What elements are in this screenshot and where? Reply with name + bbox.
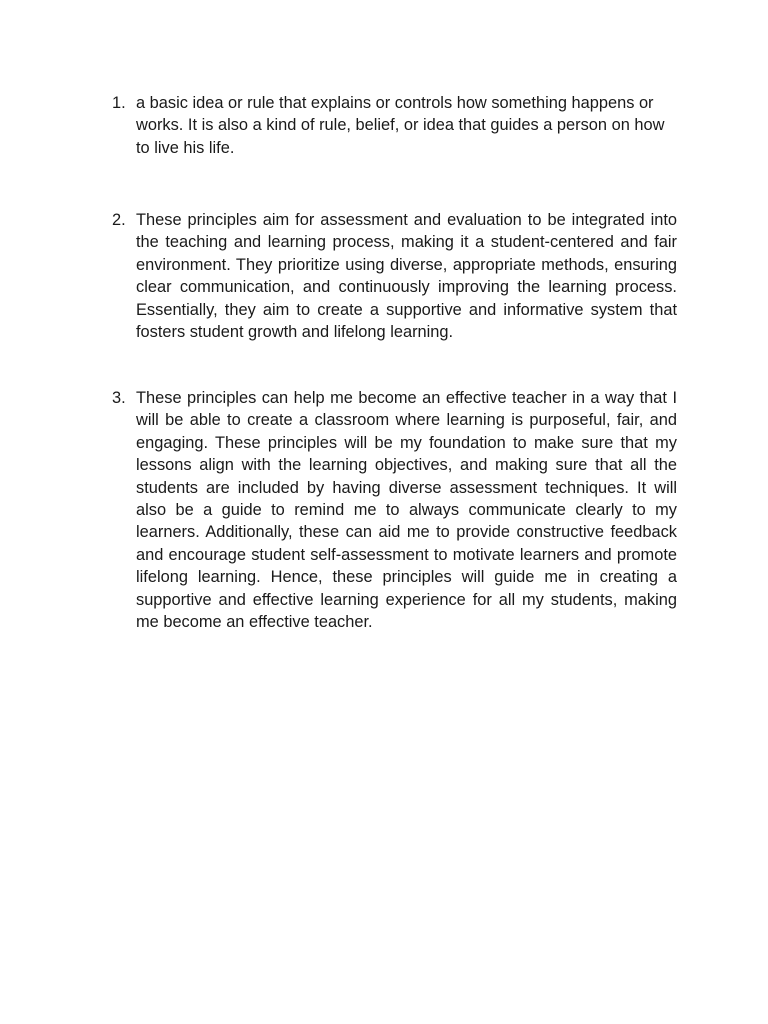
- list-item-number: 2.: [112, 211, 126, 229]
- list-item-text: a basic idea or rule that explains or controls how something happens or works. It is also a kind of rule, belief, or idea that guides a person on how to live his life.: [136, 94, 665, 157]
- list-item-number: 3.: [112, 389, 126, 407]
- list-item-text: These principles aim for assessment and evaluation to be integrated into the teaching and learning process, making it a student-centered and fair environment. They prioritize using diverse, appropriate methods, ensuring clear communication, and continuously improving the learning process. Essentially, they aim to create a supportive and informative system that fosters student growth and lifelong learning.: [136, 211, 677, 342]
- list-item: [112, 209, 677, 343]
- list-item: [112, 387, 677, 633]
- list-item: [112, 92, 677, 159]
- list-item-number: 1.: [112, 94, 126, 112]
- list-item-text: These principles can help me become an effective teacher in a way that I will be able to create a classroom where learning is purposeful, fair, and engaging. These principles will be my foundation to make sure that my lessons align with the learning objectives, and making sure that all the students are included by having diverse assessment techniques. It will also be a guide to remind me to always communicate clearly to my learners. Additionally, these can aid me to provide constructive feedback and encourage student self-assessment to motivate learners and promote lifelong learning. Hence, these principles will guide me in creating a supportive and effective learning experience for all my students, making me become an effective teacher.: [136, 389, 677, 632]
